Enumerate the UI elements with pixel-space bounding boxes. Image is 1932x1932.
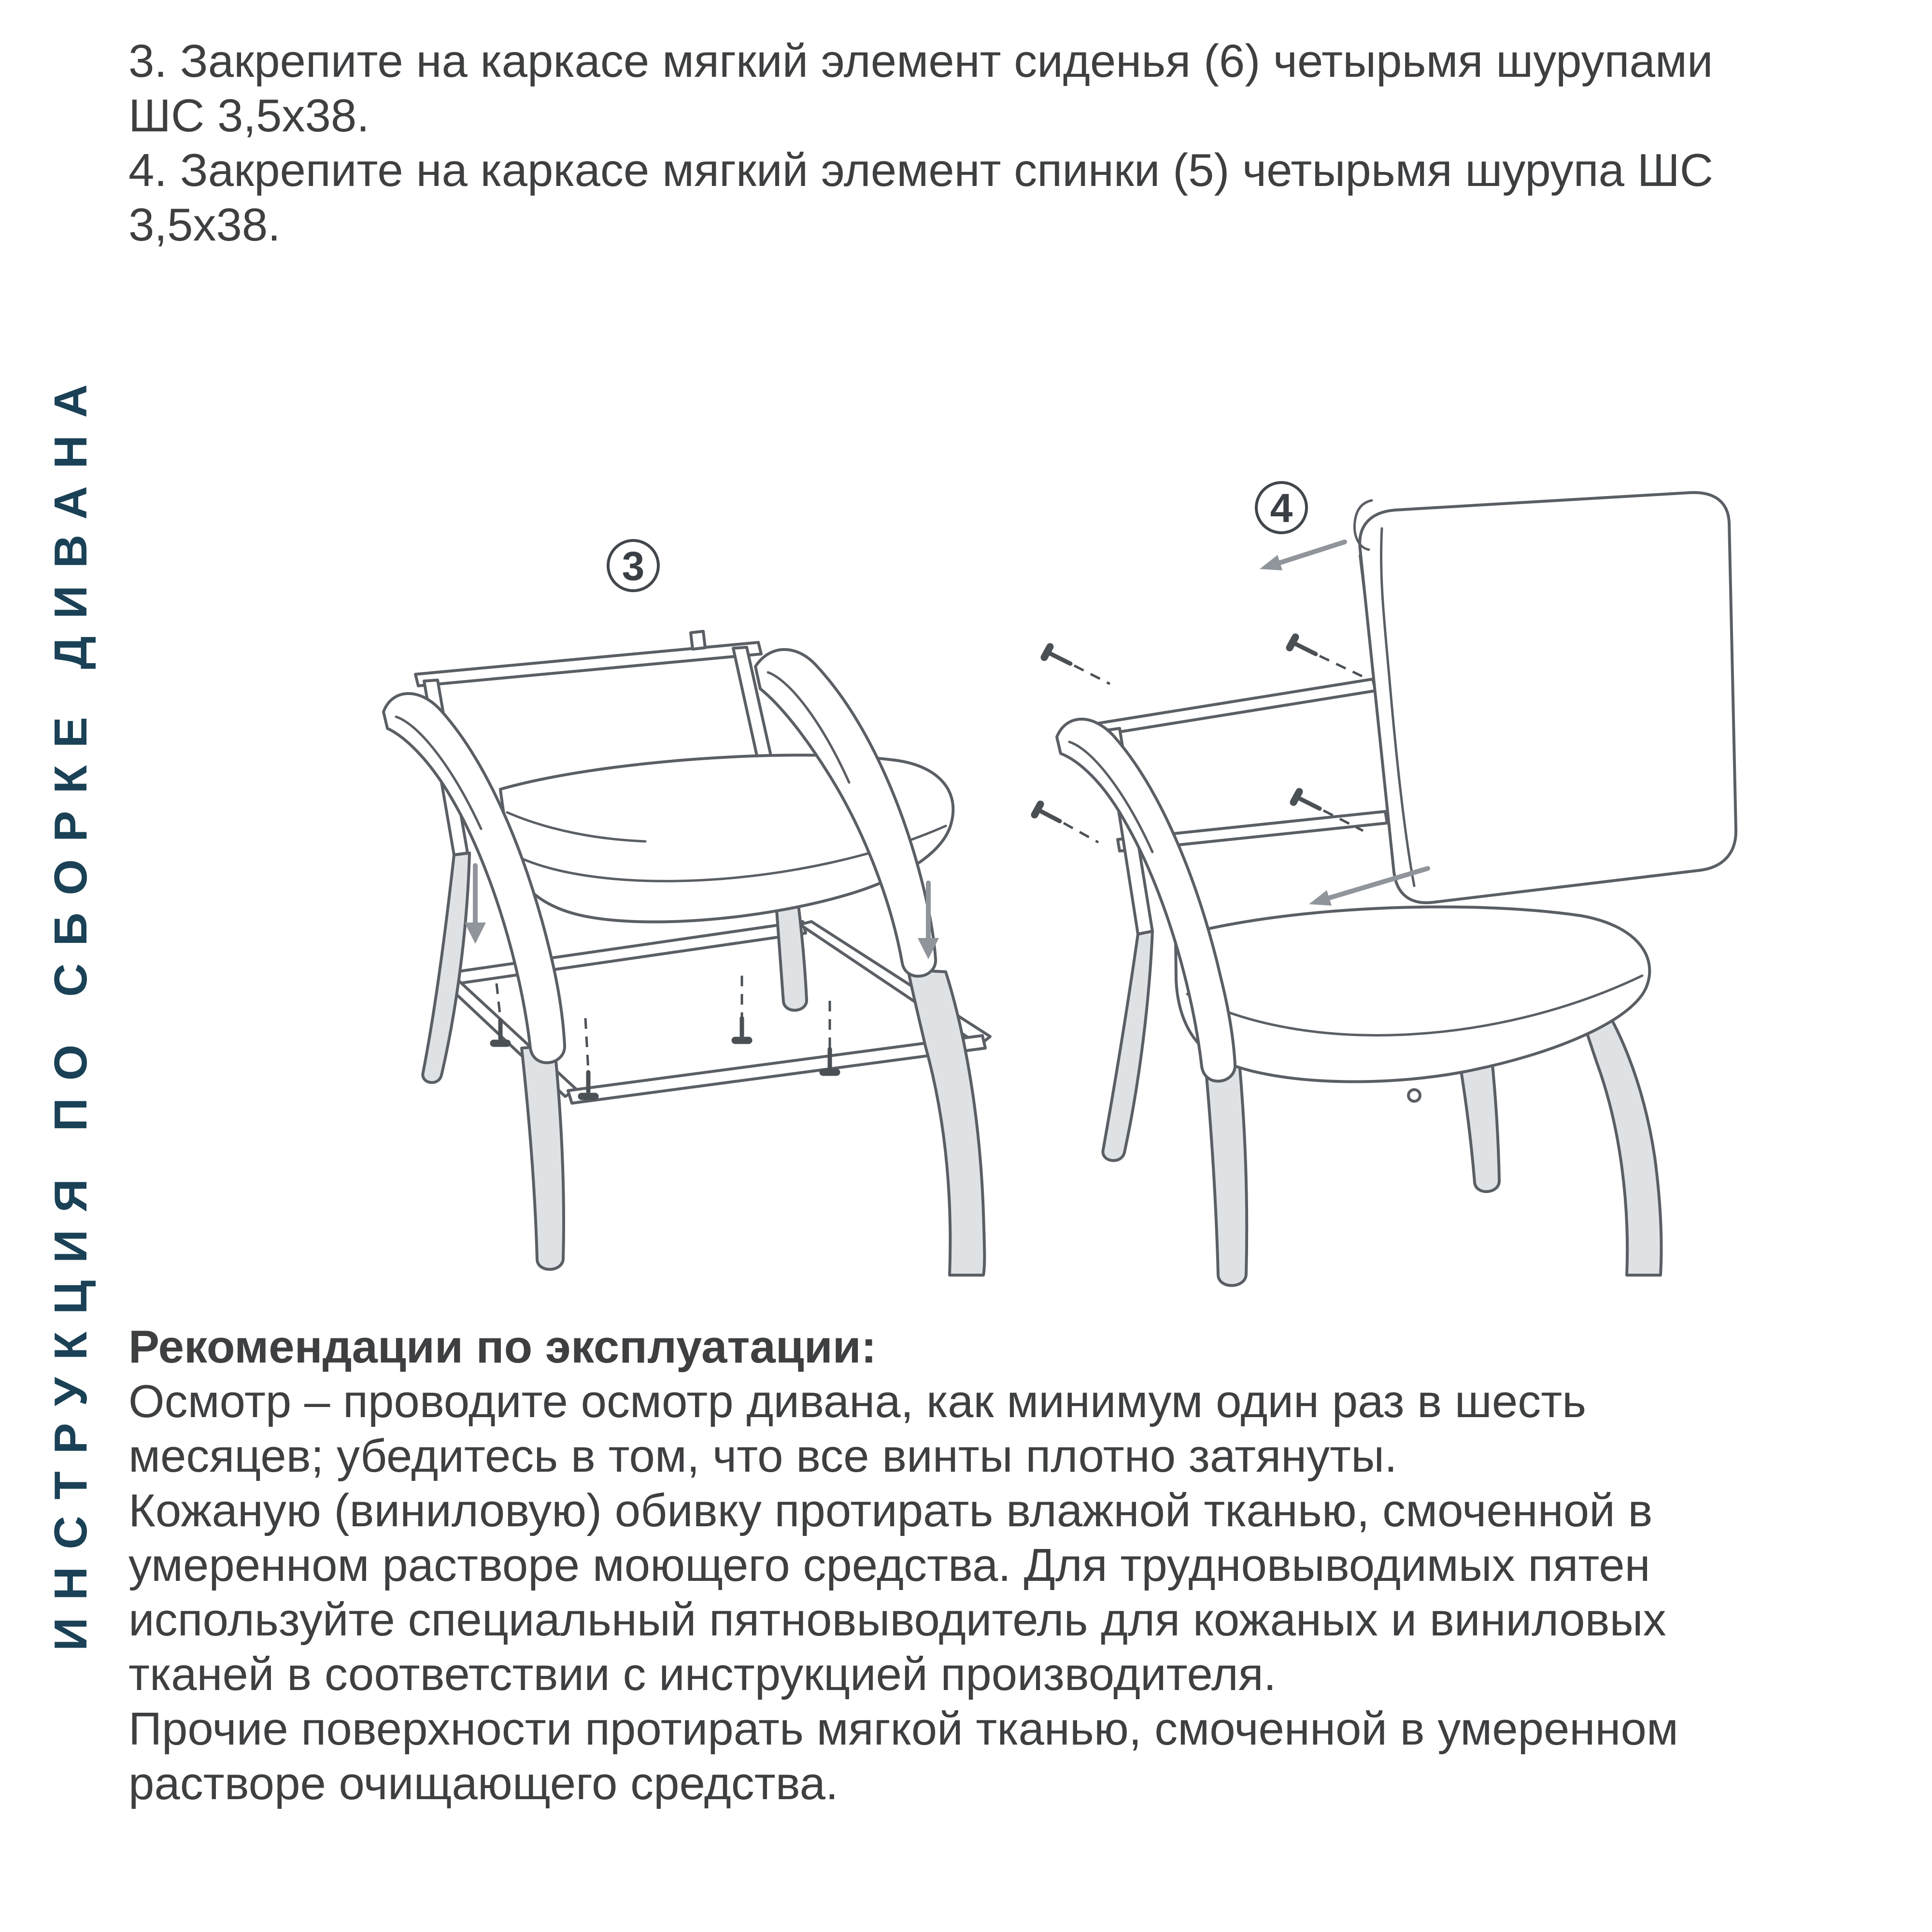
screw-2 (1290, 637, 1362, 676)
figure-label-4 (1256, 483, 1307, 533)
recommendations-line: Кожаную (виниловую) обивку протирать влажной тканью, смоченной в (128, 1485, 1653, 1536)
step3-text-line2: ШС 3,5х38. (128, 90, 369, 142)
figure-label-3 (608, 540, 658, 591)
recommendations-title: Рекомендации по эксплуатации: (128, 1321, 877, 1373)
figure-step3 (347, 521, 1004, 1293)
recommendations-line: месяцев; убедитесь в том, что все винты плотно затянуты. (128, 1430, 1397, 1482)
arrow-top (1260, 542, 1345, 570)
assembly-steps-text (128, 34, 1887, 252)
step3-text-line1: 3. Закрепите на каркасе мягкий элемент сиденья (6) четырьмя шурупами (128, 35, 1713, 87)
screw-3 (735, 976, 749, 1040)
svg-text:3: 3 (622, 543, 645, 589)
recommendations-block (128, 1320, 1896, 1811)
recommendations-line: тканей в соответствии с инструкцией производителя. (128, 1648, 1277, 1700)
recommendations-line: Осмотр – проводите осмотр дивана, как минимум один раз в шесть (128, 1376, 1587, 1427)
recommendations-line: Прочие поверхности протирать мягкой тканью, смоченной в умеренном (128, 1703, 1678, 1755)
screw-2 (582, 1018, 595, 1096)
seat-cushion (1176, 907, 1649, 1101)
step4-text-line1: 4. Закрепите на каркасе мягкий элемент спинки (5) четырьмя шурупа ШС (128, 144, 1714, 196)
backrest-cushion (1354, 493, 1736, 903)
figure-step4 (1028, 453, 1781, 1322)
recommendations-line: растворе очищающего средства. (128, 1758, 838, 1809)
recommendations-line: используйте специальный пятновыводитель для кожаных и виниловых (128, 1594, 1666, 1646)
recommendations-line: умеренном растворе моющего средства. Для трудновыводимых пятен (128, 1539, 1650, 1591)
screw-1 (1044, 647, 1110, 684)
step4-text-line2: 3,5х38. (128, 199, 281, 251)
vertical-document-title: ИНСТРУКЦИЯ ПО СБОРКЕ ДИВАНА (45, 367, 97, 1651)
chair-diagram-step4 (1028, 453, 1781, 1322)
svg-text:4: 4 (1270, 485, 1293, 531)
chair-diagram-step3 (347, 521, 1004, 1293)
screw-3 (1035, 804, 1098, 842)
